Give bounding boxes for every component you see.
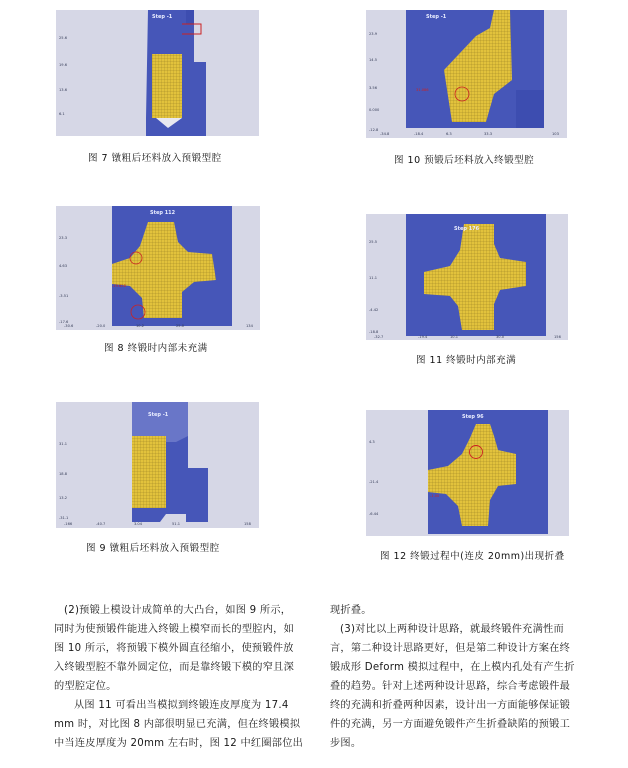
text-line: 终的充满和折叠两种因素，设计出一方面能够保证锻 bbox=[330, 700, 571, 711]
x-tick: 134 bbox=[246, 324, 253, 328]
body-text-right bbox=[330, 601, 588, 753]
text-line: 步图。 bbox=[330, 738, 362, 749]
figure-caption: 图 10 预锻后坯料放入终锻型腔 bbox=[394, 155, 535, 166]
simulation-image bbox=[56, 402, 259, 528]
text-line: 锻成形 Deform 模拟过程中，在上模内孔处有产生折 bbox=[330, 662, 575, 673]
text-line: 中当连皮厚度为 20mm 左右时，图 12 中红圈部位出 bbox=[54, 738, 304, 749]
sim-graphic bbox=[366, 214, 568, 340]
figure-caption: 图 11 终锻时内部充满 bbox=[416, 355, 517, 366]
step-label: Step -1 bbox=[152, 14, 173, 20]
simulation-image bbox=[366, 10, 567, 138]
y-tick: -18.8 bbox=[369, 330, 379, 334]
y-tick: -17.6 bbox=[59, 320, 69, 324]
x-tick: -18.4 bbox=[414, 132, 424, 136]
simulation-image bbox=[366, 214, 568, 340]
step-label: Step -1 bbox=[426, 14, 447, 20]
step-label: Step 112 bbox=[150, 210, 176, 216]
sim-graphic bbox=[366, 410, 569, 536]
text-line: (3)对比以上两种设计思路，就最终锻件充满性而 bbox=[340, 624, 564, 635]
y-tick: 19.6 bbox=[59, 63, 68, 67]
y-tick: -21.4 bbox=[369, 480, 379, 484]
text-line: 现折叠。 bbox=[330, 605, 372, 616]
y-tick: 18.8 bbox=[59, 472, 68, 476]
text-line: 叠的趋势。针对上述两种设计思路，综合考虑锻件最 bbox=[330, 681, 571, 692]
x-tick: 30.0 bbox=[496, 335, 505, 339]
text-line: 图 10 所示，将预锻下模外圆直径缩小，使预锻件放 bbox=[54, 643, 294, 654]
y-tick: 0.000 bbox=[369, 108, 380, 112]
x-tick: -19.4 bbox=[418, 335, 428, 339]
y-tick: -4.42 bbox=[369, 308, 379, 312]
y-tick: 14.5 bbox=[369, 58, 378, 62]
y-tick: -3.51 bbox=[59, 294, 69, 298]
x-tick: 10.2 bbox=[136, 324, 145, 328]
step-label: Step -1 bbox=[148, 412, 169, 418]
y-tick: 6.1 bbox=[59, 112, 65, 116]
x-tick: 25.0 bbox=[176, 324, 185, 328]
x-tick: -34.8 bbox=[380, 132, 390, 136]
text-line: 同时为使预锻件能进入终锻上模窄而长的型腔内，如 bbox=[54, 624, 295, 635]
simulation-image bbox=[56, 206, 260, 330]
x-tick: 33.3 bbox=[484, 132, 493, 136]
sim-graphic bbox=[56, 402, 259, 528]
x-tick: -32.7 bbox=[374, 335, 384, 339]
y-tick: 4.63 bbox=[59, 264, 68, 268]
y-tick: 31.1 bbox=[59, 442, 68, 446]
x-tick: 51.1 bbox=[172, 522, 181, 526]
annotation-label: -1.00 bbox=[430, 494, 440, 498]
x-tick: -40.7 bbox=[96, 522, 106, 526]
y-tick: -12.8 bbox=[369, 128, 379, 132]
y-tick: -6.44 bbox=[369, 512, 379, 516]
y-tick: 4.3 bbox=[369, 440, 375, 444]
annotation-label: -19.628 bbox=[112, 284, 126, 288]
text-line: 言，第二种设计思路更好，但是第二种设计方案在终 bbox=[330, 643, 571, 654]
text-line: (2)预锻上模设计成简单的大凸台，如图 9 所示， bbox=[64, 605, 292, 616]
y-tick: 25.6 bbox=[59, 36, 68, 40]
text-line: 从图 11 可看出当模拟到终锻连皮厚度为 17.4 bbox=[74, 700, 289, 711]
y-tick: 3.56 bbox=[369, 86, 378, 90]
x-tick: 10.1 bbox=[450, 335, 459, 339]
simulation-image bbox=[56, 10, 259, 136]
x-tick: 103 bbox=[552, 132, 559, 136]
y-tick: 23.9 bbox=[369, 32, 378, 36]
figure-caption: 图 9 镦粗后坯料放入预锻型腔 bbox=[86, 543, 220, 554]
y-tick: -31.1 bbox=[59, 516, 69, 520]
sim-graphic bbox=[56, 10, 259, 136]
x-tick: 158 bbox=[244, 522, 251, 526]
figure-caption: 图 7 镦粗后坯料放入预锻型腔 bbox=[88, 153, 222, 164]
text-line: 入终锻型腔不靠外圆定位，而是靠终锻下模的窄且深 bbox=[54, 662, 295, 673]
x-tick: 3.04 bbox=[134, 522, 143, 526]
x-tick: -166 bbox=[64, 522, 73, 526]
x-tick: -30.6 bbox=[64, 324, 74, 328]
figure-caption: 图 12 终锻过程中(连皮 20mm)出现折叠 bbox=[380, 551, 565, 562]
y-tick: 13.6 bbox=[59, 88, 68, 92]
step-label: Step 176 bbox=[454, 226, 480, 232]
y-tick: 23.3 bbox=[59, 236, 68, 240]
figure-caption: 图 8 终锻时内部未充满 bbox=[104, 343, 208, 354]
text-line: 的型腔定位。 bbox=[54, 681, 117, 692]
sim-graphic bbox=[366, 10, 567, 138]
body-text-left bbox=[54, 601, 306, 753]
text-line: 件的充满，另一方面避免锻件产生折叠缺陷的预锻工 bbox=[330, 719, 571, 730]
y-tick: 11.1 bbox=[369, 276, 378, 280]
sim-graphic bbox=[56, 206, 260, 330]
x-tick: -20.0 bbox=[96, 324, 106, 328]
x-tick: 156 bbox=[554, 335, 561, 339]
step-label: Step 96 bbox=[462, 414, 484, 420]
text-line: mm 时，对比图 8 内部很明显已充满，但在终锻模拟 bbox=[54, 719, 301, 730]
annotation-label: 31.086 bbox=[416, 88, 429, 92]
y-tick: 25.5 bbox=[369, 240, 378, 244]
y-tick: 13.2 bbox=[59, 496, 68, 500]
simulation-image bbox=[366, 410, 569, 536]
x-tick: 6.3 bbox=[446, 132, 452, 136]
